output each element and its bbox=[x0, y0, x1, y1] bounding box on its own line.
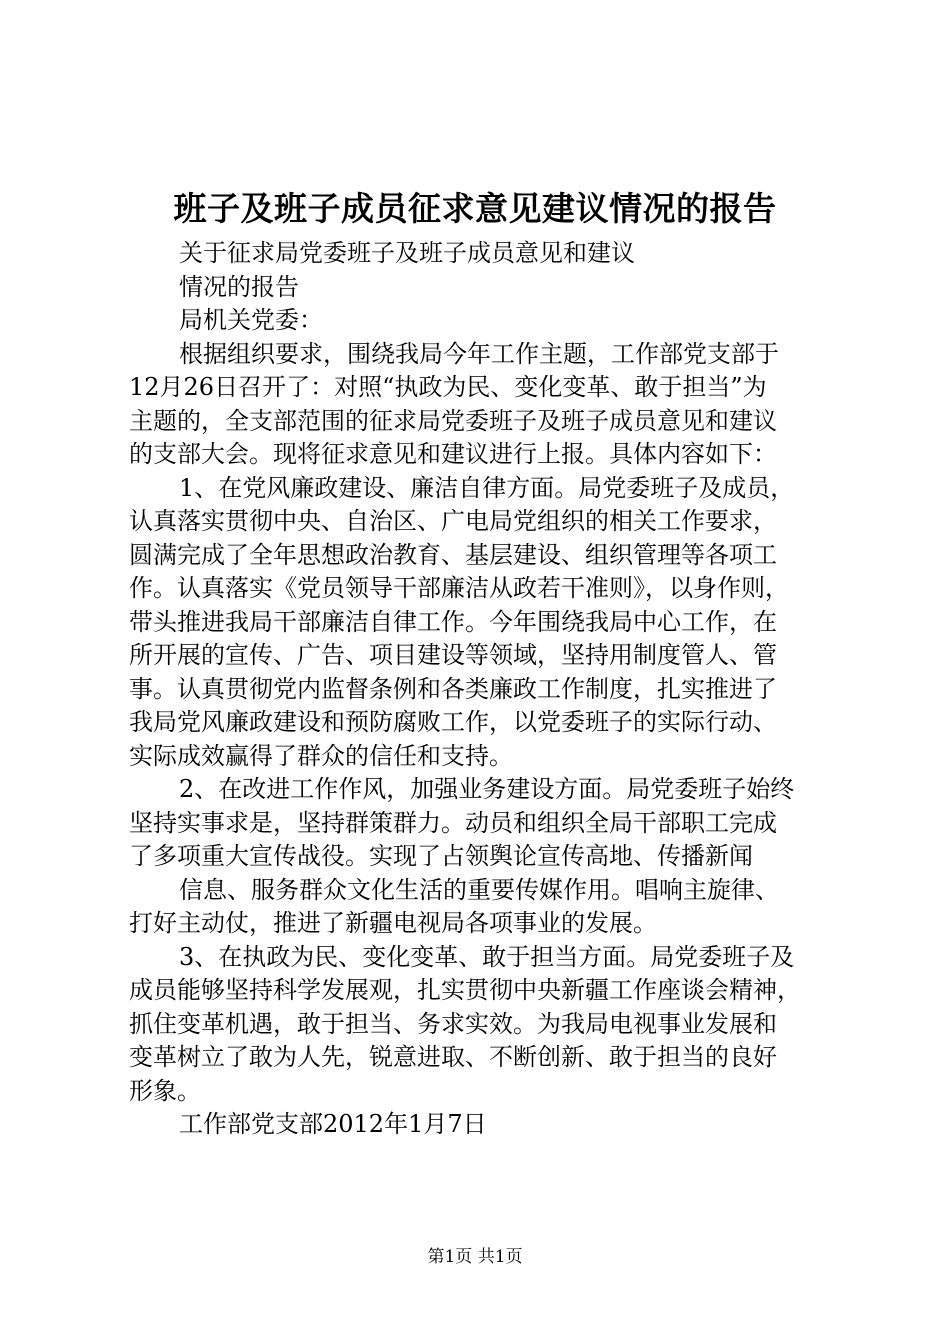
body-line: 主题的，全支部范围的征求局党委班子及班子成员意见和建议 bbox=[129, 406, 777, 435]
body-line: 坚持实事求是，坚持群策群力。动员和组织全局干部职工完成 bbox=[129, 808, 777, 837]
body-line: 实际成效赢得了群众的信任和支持。 bbox=[129, 741, 513, 770]
body-line: 关于征求局党委班子及班子成员意见和建议 bbox=[179, 239, 635, 267]
body-line: 根据组织要求，围绕我局今年工作主题，工作部党支部于 bbox=[179, 339, 779, 368]
body-line: 局机关党委： bbox=[179, 306, 323, 334]
body-line: 带头推进我局干部廉洁自律工作。今年围绕我局中心工作，在 bbox=[129, 607, 777, 636]
body-line: 了多项重大宣传战役。实现了占领舆论宣传高地、传播新闻 bbox=[129, 842, 753, 870]
body-line: 成员能够坚持科学发展观，扎实贯彻中央新疆工作座谈会精神， bbox=[129, 976, 801, 1004]
body-line: 变革树立了敢为人先，锐意进取、不断创新、敢于担当的良好 bbox=[129, 1043, 777, 1071]
body-line: 作。认真落实《党员领导干部廉洁从政若干准则》，以身作则， bbox=[129, 574, 789, 602]
body-line: 1、在党风廉政建设、廉洁自律方面。局党委班子及成员， bbox=[179, 473, 795, 502]
body-line: 事。认真贯彻党内监督条例和各类廉政工作制度，扎实推进了 bbox=[129, 674, 777, 703]
page-footer: 第1页 共1页 bbox=[427, 1247, 523, 1267]
signature-line: 工作部党支部2012年1月7日 bbox=[179, 1110, 487, 1138]
body-line: 认真落实贯彻中央、自治区、广电局党组织的相关工作要求， bbox=[129, 507, 777, 535]
body-line: 形象。 bbox=[129, 1076, 201, 1105]
body-line: 2、在改进工作作风，加强业务建设方面。局党委班子始终 bbox=[179, 775, 795, 803]
body-line: 信息、服务群众文化生活的重要传媒作用。唱响主旋律、 bbox=[179, 875, 779, 904]
body-line: 我局党风廉政建设和预防腐败工作，以党委班子的实际行动、 bbox=[129, 708, 777, 736]
body-line: 情况的报告 bbox=[179, 272, 299, 301]
body-line: 圆满完成了全年思想政治教育、基层建设、组织管理等各项工 bbox=[129, 540, 777, 569]
document-title: 班子及班子成员征求意见建议情况的报告 bbox=[173, 189, 777, 228]
body-line: 所开展的宣传、广告、项目建设等领域，坚持用制度管人、管 bbox=[129, 641, 777, 669]
document-body bbox=[129, 237, 849, 1142]
body-line: 3、在执政为民、变化变革、敢于担当方面。局党委班子及 bbox=[179, 942, 795, 971]
body-line: 的支部大会。现将征求意见和建议进行上报。具体内容如下： bbox=[129, 440, 777, 468]
body-line: 12月26日召开了：对照“执政为民、变化变革、敢于担当”为 bbox=[129, 373, 767, 401]
body-line: 打好主动仗，推进了新疆电视局各项事业的发展。 bbox=[129, 909, 657, 937]
body-line: 抓住变革机遇，敢于担当、务求实效。为我局电视事业发展和 bbox=[129, 1009, 777, 1038]
